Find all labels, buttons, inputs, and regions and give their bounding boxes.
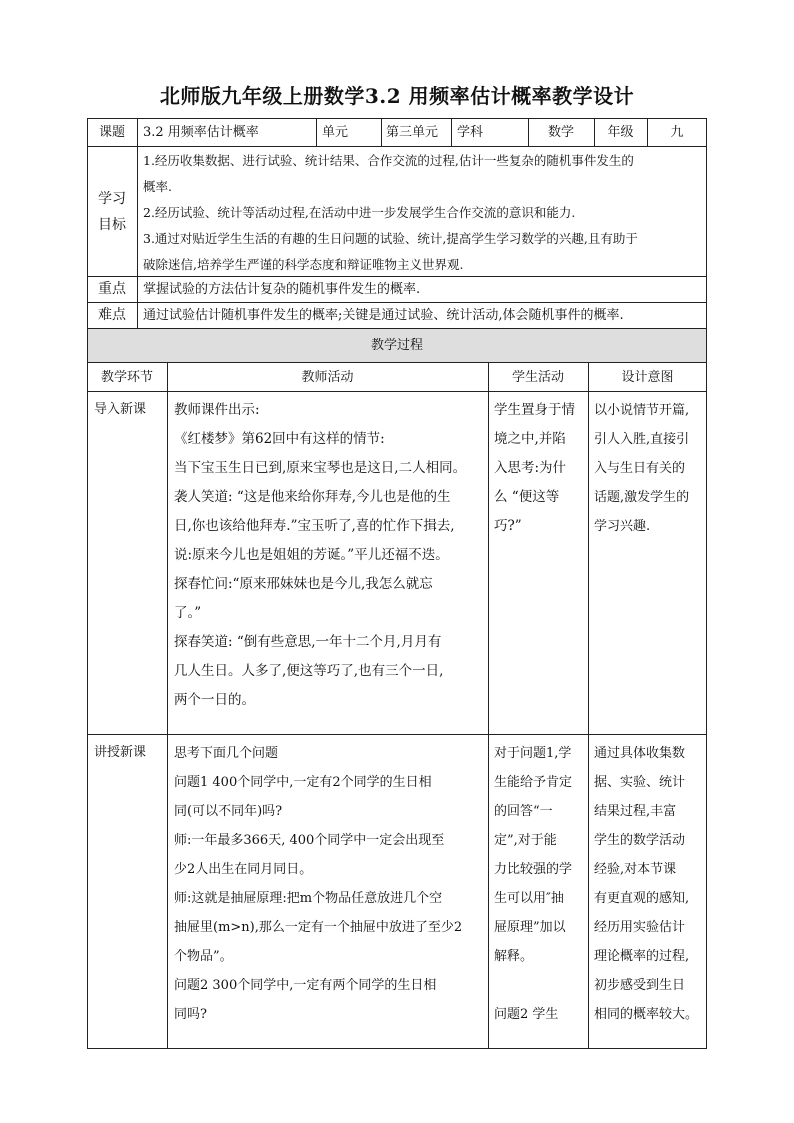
unit-label: 单元 — [322, 125, 349, 140]
student-line: 巧?” — [494, 518, 522, 534]
teacher-line: 问题2 300个同学中,一定有两个同学的生日相 — [174, 978, 437, 993]
intent-line: 经验,对本节课 — [594, 862, 677, 877]
teacher-activity — [174, 739, 462, 1029]
column-header-stage: 教学环节 — [100, 370, 153, 385]
teacher-line: 师:这就是抽屉原理:把m个物品任意放进几个空 — [174, 891, 443, 906]
column-header-student: 学生活动 — [511, 370, 564, 385]
objective-line: 破除迷信,培养学生严谨的科学态度和辩证唯物主义世界观. — [143, 257, 464, 272]
page-title: 北师版九年级上册数学3.2 用频率估计概率教学设计 — [159, 84, 635, 108]
student-line: 学生置身于情 — [494, 402, 575, 418]
student-line: 对于问题1,学 — [494, 746, 572, 761]
intent-line: 话题,激发学生的 — [594, 490, 690, 505]
intent-line: 结果过程,丰富 — [594, 804, 677, 819]
teacher-line: 几人生日。人多了,便这等巧了,也有三个一日, — [174, 663, 444, 679]
unit-value: 第三单元 — [386, 125, 439, 140]
student-activity — [494, 396, 575, 541]
stage-label: 讲授新课 — [94, 745, 147, 760]
teacher-line: 日,你也该给他拜寿.”宝玉听了,喜的忙作下揖去, — [174, 518, 455, 534]
intent-line: 学生的数学活动 — [594, 833, 686, 848]
grade-value: 九 — [670, 125, 684, 140]
teacher-line: 思考下面几个问题 — [174, 746, 279, 761]
teacher-line: 同(可以不同年)吗? — [174, 804, 283, 819]
teacher-line: 个物品”。 — [174, 949, 233, 964]
process-header: 教学过程 — [370, 338, 423, 353]
teacher-line: 少2人出生在同月同日。 — [174, 862, 313, 877]
objective-line: 1.经历收集数据、进行试验、统计结果、合作交流的过程,估计一些复杂的随机事件发生的 — [143, 153, 634, 168]
teacher-line: 抽屉里(m>n),那么一定有一个抽屉中放进了至少2 — [174, 920, 463, 935]
student-line: 的回答“一 — [494, 804, 553, 819]
intent-line: 有更直观的感知, — [594, 891, 690, 906]
teacher-line: 探春笑道: “倒有些意思,一年十二个月,月月有 — [174, 634, 442, 650]
teacher-line: 教师课件出示: — [174, 402, 260, 418]
teacher-line: 了。” — [174, 605, 202, 621]
teacher-line: 说:原来今儿也是姐姐的芳诞。”平儿还福不迭。 — [174, 547, 449, 563]
intent-line: 入与生日有关的 — [594, 461, 686, 476]
stage-label: 导入新课 — [94, 402, 147, 417]
subject-label: 学科 — [457, 125, 484, 140]
design-intent — [594, 739, 698, 1029]
difficulty-text: 通过试验估计随机事件发生的概率;关键是通过试验、统计活动,体会随机事件的概率. — [143, 308, 624, 323]
objective-line: 2.经历试验、统计等活动过程,在活动中进一步发展学生合作交流的意识和能力. — [143, 205, 576, 220]
lesson-value: 3.2 用频率估计概率 — [143, 125, 259, 140]
teacher-line: 袭人笑道: “这是他来给你拜寿,今儿也是他的生 — [174, 489, 451, 505]
student-line: 力比较强的学 — [494, 862, 573, 877]
teacher-line: 两个一日的。 — [174, 692, 255, 708]
student-line: 境之中,并陷 — [494, 431, 566, 447]
student-line — [494, 971, 572, 1000]
student-line: 屉原理”加以 — [494, 920, 566, 935]
teacher-line: 探春忙问:“原来邢妹妹也是今儿,我怎么就忘 — [174, 576, 433, 592]
grade-label: 年级 — [607, 125, 634, 140]
teacher-line: 问题1 400个同学中,一定有2个同学的生日相 — [174, 775, 432, 790]
objective-line: 概率. — [143, 179, 172, 194]
student-line: 么 “便这等 — [494, 489, 560, 505]
intent-line: 相同的概率较大。 — [594, 1007, 699, 1022]
teacher-activity — [174, 396, 466, 715]
student-line: 入思考:为什 — [494, 460, 567, 476]
difficulty-label: 难点 — [98, 307, 126, 323]
student-line: 解释。 — [494, 949, 534, 964]
column-header-teacher: 教师活动 — [301, 370, 354, 385]
intent-line: 经历用实验估计 — [594, 920, 686, 935]
intent-line: 据、实验、统计 — [594, 775, 686, 790]
intent-line: 以小说情节开篇, — [594, 403, 690, 418]
student-activity — [494, 739, 572, 1029]
teacher-line: 《红楼梦》第62回中有这样的情节: — [174, 431, 385, 447]
key-point-label: 重点 — [98, 281, 126, 297]
student-line: 定”,对于能 — [494, 833, 557, 848]
subject-value: 数学 — [547, 125, 574, 140]
intent-line: 初步感受到生日 — [594, 978, 686, 993]
teacher-line: 当下宝玉生日已到,原来宝琴也是这日,二人相同。 — [174, 460, 467, 476]
lesson-label: 课题 — [98, 125, 125, 140]
teacher-line: 师:一年最多366天, 400个同学中一定会出现至 — [174, 833, 445, 848]
key-point-text: 掌握试验的方法估计复杂的随机事件发生的概率. — [143, 282, 421, 297]
teacher-line: 同吗? — [174, 1007, 207, 1022]
intent-line: 学习兴趣. — [594, 519, 651, 534]
student-line: 生可以用″抽 — [494, 891, 564, 906]
intent-line: 引人入胜,直接引 — [594, 432, 690, 447]
objective-line: 3.通过对贴近学生生活的有趣的生日问题的试验、统计,提高学生学习数学的兴趣,且有助于 — [143, 231, 638, 246]
design-intent — [594, 396, 689, 541]
objectives-label-line1: 学习 — [98, 191, 126, 207]
column-header-intent: 设计意图 — [621, 370, 674, 385]
objectives-text — [143, 148, 638, 278]
student-line: 生能给予肯定 — [494, 775, 573, 790]
intent-line: 通过具体收集数 — [594, 746, 686, 761]
objectives-label-line2: 目标 — [98, 217, 126, 233]
intent-line: 理论概率的过程, — [594, 949, 690, 964]
student-line: 问题2 学生 — [494, 1007, 559, 1022]
